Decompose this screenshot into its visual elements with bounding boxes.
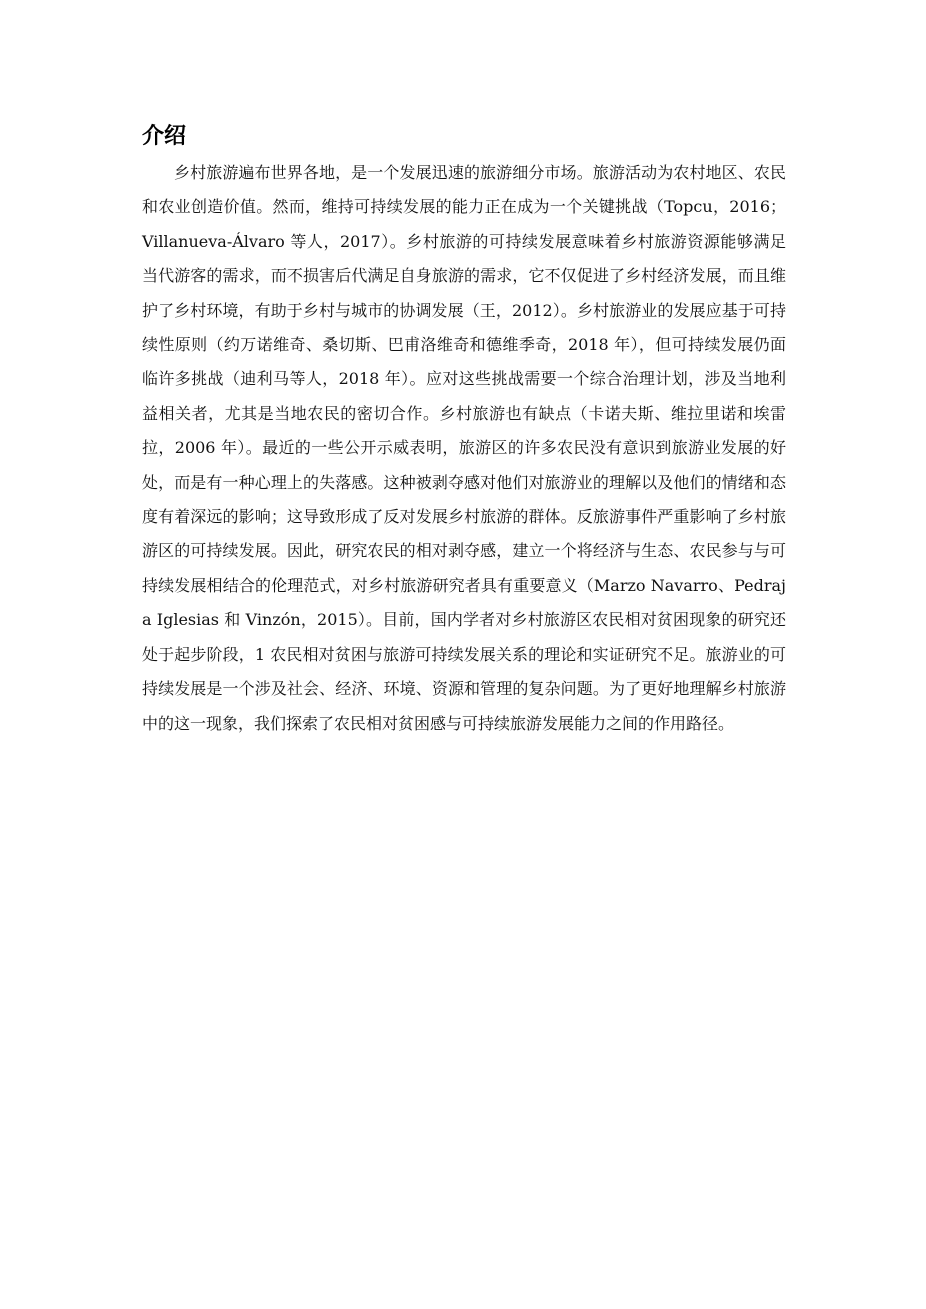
- document-body: [142, 118, 786, 741]
- body-paragraph: 乡村旅游遍布世界各地，是一个发展迅速的旅游细分市场。旅游活动为农村地区、农民和农业创造价值。然而，维持可持续发展的能力正在成为一个关键挑战（Topcu，2016；Villanueva-Álvaro 等人，2017）。乡村旅游的可持续发展意味着乡村旅游资源能够满足当代游客的需求，而不损害后代满足自身旅游的需求，它不仅促进了乡村经济发展，而且维护了乡村环境，有助于乡村与城市的协调发展（王，2012）。乡村旅游业的发展应基于可持续性原则（约万诺维奇、桑切斯、巴甫洛维奇和德维季奇，2018 年），但可持续发展仍面临许多挑战（迪利马等人，2018 年）。应对这些挑战需要一个综合治理计划，涉及当地利益相关者，尤其是当地农民的密切合作。乡村旅游也有缺点（卡诺夫斯、维拉里诺和埃雷拉，2006 年）。最近的一些公开示威表明，旅游区的许多农民没有意识到旅游业发展的好处，而是有一种心理上的失落感。这种被剥夺感对他们对旅游业的理解以及他们的情绪和态度有着深远的影响；这导致形成了反对发展乡村旅游的群体。反旅游事件严重影响了乡村旅游区的可持续发展。因此，研究农民的相对剥夺感，建立一个将经济与生态、农民参与与可持续发展相结合的伦理范式，对乡村旅游研究者具有重要意义（Marzo Navarro、Pedraja Iglesias 和 Vinzón，2015）。目前，国内学者对乡村旅游区农民相对贫困现象的研究还处于起步阶段，1 农民相对贫困与旅游可持续发展关系的理论和实证研究不足。旅游业的可持续发展是一个涉及社会、经济、环境、资源和管理的复杂问题。为了更好地理解乡村旅游中的这一现象，我们探索了农民相对贫困感与可持续旅游发展能力之间的作用路径。: [142, 163, 786, 733]
- section-heading: 介绍: [142, 124, 187, 149]
